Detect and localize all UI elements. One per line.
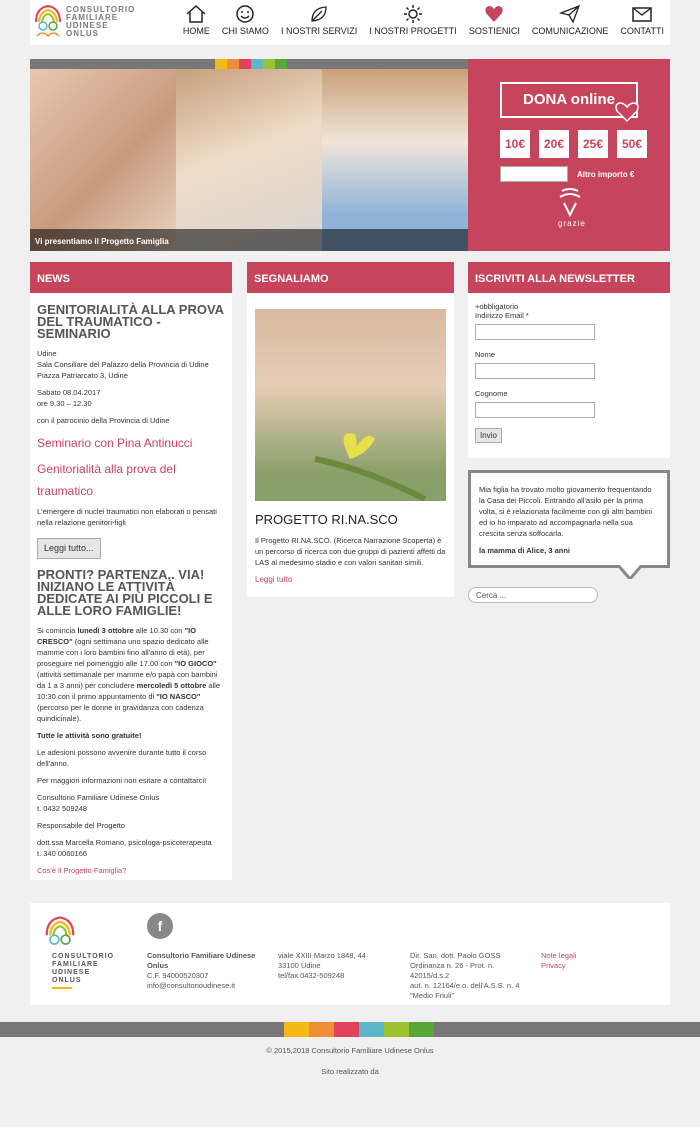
donate-amount-20[interactable]: 20€	[539, 130, 569, 158]
nav-item-progetti[interactable]	[363, 4, 463, 36]
surname-label: Cognome	[475, 389, 508, 398]
name-label: Nome	[475, 350, 496, 359]
site-header	[30, 0, 670, 45]
news-body	[30, 293, 232, 881]
text-span: (percorso per le donne in gravidanza con cadenza quindicinale).	[37, 703, 204, 723]
footer-email[interactable]: info@consultorioudinese.it	[147, 981, 236, 990]
bold-span: mercoledì 5 ottobre	[136, 681, 207, 690]
nav-label-comunicazione: COMUNICAZIONE	[531, 26, 609, 36]
nav-item-servizi[interactable]	[275, 4, 363, 36]
privacy-link[interactable]: Privacy	[541, 961, 566, 970]
news-headline-seminar[interactable]: GENITORIALITÀ ALLA PROVA DEL TRAUMATICO - SEMINARIO	[37, 302, 224, 341]
footer-director-column	[410, 951, 530, 1001]
news-subtitle-speaker: Seminario con Pina Antinucci	[37, 436, 193, 450]
text-span: alle 10.30 con	[133, 626, 185, 635]
butterfly-icon	[255, 309, 446, 501]
home-icon	[185, 4, 207, 24]
segnaliamo-header: SEGNALIAMO	[247, 262, 454, 293]
name-field[interactable]	[475, 363, 595, 379]
grazie-hands-icon	[556, 187, 584, 217]
footer-logo-underline	[52, 987, 72, 989]
bold-span: lunedì 3 ottobre	[77, 626, 134, 635]
news-address: Piazza Patriarcato 3, Udine	[37, 371, 128, 380]
news-activities-paragraph	[37, 625, 225, 724]
nav-label-servizi: I NOSTRI SERVIZI	[280, 26, 358, 36]
text-span: alle 10:30 con il primo appuntamento di	[37, 681, 221, 701]
grazie-label: grazie	[558, 219, 586, 228]
color-stripe	[30, 59, 468, 69]
leaf-icon	[308, 4, 330, 24]
donate-amount-10[interactable]: 10€	[500, 130, 530, 158]
news-subtitle-topic: Genitorialità alla prova del traumatico	[37, 462, 176, 498]
news-responsible-phone: t. 340 0060166	[37, 849, 88, 858]
bar-red	[334, 1022, 359, 1037]
nav-item-chi-siamo[interactable]	[216, 4, 275, 36]
newsletter-submit-button[interactable]: Invio	[475, 428, 502, 443]
slider-image-pregnant	[30, 69, 176, 251]
news-hall: Sala Consiliare del Palazzo della Provincia di Udine	[37, 360, 209, 369]
bold-span: "IO CRESCO"	[37, 626, 197, 646]
email-field[interactable]	[475, 324, 595, 340]
donate-box	[468, 59, 670, 251]
brand-line-3: UDINESE	[66, 21, 109, 30]
stripe-orange	[227, 59, 239, 69]
newsletter-header: ISCRIVITI ALLA NEWSLETTER	[468, 262, 670, 293]
text-span: (attività settimanale per mamme e/o papà con bambini da 1 a 3 anni) per concludere	[37, 670, 218, 690]
donate-amounts	[500, 130, 647, 158]
site-credit: Sito realizzato da	[321, 1067, 379, 1076]
bar-blue	[359, 1022, 384, 1037]
nav-label-chi-siamo: CHI SIAMO	[221, 26, 269, 36]
footer-logo-text	[52, 953, 114, 985]
paper-plane-icon	[559, 4, 581, 24]
smile-icon	[234, 4, 256, 24]
testimonial-bubble	[468, 470, 670, 568]
news-date: Sabato 08.04.2017	[37, 388, 101, 397]
brand-line-1: CONSULTORIO	[66, 5, 136, 14]
read-more-button[interactable]: Leggi tutto...	[37, 538, 101, 559]
bar-lime	[384, 1022, 409, 1037]
nav-label-contatti: CONTATTI	[620, 26, 664, 36]
bar-orange	[309, 1022, 334, 1037]
nav-item-comunicazione[interactable]	[526, 4, 615, 36]
text-span: (ogni settimana uno spazio dedicato alle mamme con i loro bambini fino all'anno di età), per proseguire nel pomeriggio alle 17.00 con	[37, 637, 209, 668]
bold-span: "IO NASCO"	[156, 692, 201, 701]
footer-brand-line-4: ONLUS	[52, 977, 82, 984]
heart-icon	[483, 4, 505, 24]
newsletter-panel	[468, 262, 670, 458]
news-responsible-name: dott.ssa Marcella Romano, psicologa-psicoterapeuta	[37, 838, 212, 847]
facebook-icon[interactable]: f	[147, 913, 173, 939]
news-year-note: Le adesioni possono avvenire durante tutto il corso dell'anno.	[37, 748, 207, 768]
news-place: Udine	[37, 349, 57, 358]
project-family-link[interactable]: Cos'è il Progetto Famiglia?	[37, 866, 127, 875]
copyright: © 2015,2018 Consultorio Familiare Udinese Onlus	[266, 1046, 434, 1055]
news-info-note: Per maggiori informazioni non esitare a contattarci!	[37, 776, 207, 785]
footer-org-column	[147, 951, 262, 991]
news-panel	[30, 262, 232, 880]
legal-notes-link[interactable]: Note legali	[541, 951, 577, 960]
nav-item-sostienici[interactable]	[463, 4, 526, 36]
newsletter-form	[468, 293, 670, 452]
news-free-note: Tutte le attività sono gratuite!	[37, 731, 142, 740]
search-input[interactable]: Cerca ...	[468, 587, 598, 603]
nav-label-progetti: I NOSTRI PROGETTI	[369, 26, 457, 36]
footer-director-4: aut. n. 12164/e.o. dell'A.S.S. n. 4	[410, 981, 520, 990]
footer-director-1: Dir. San. dott. Paolo GOSS	[410, 951, 501, 960]
butterfly-child-image[interactable]	[255, 309, 446, 501]
footer-address-column	[278, 951, 366, 981]
surname-field[interactable]	[475, 402, 595, 418]
donate-amount-50[interactable]: 50€	[617, 130, 647, 158]
bottom-color-bar	[0, 1022, 700, 1037]
stripe-green	[275, 59, 287, 69]
required-note: +obbligatorio	[475, 302, 519, 311]
slider-caption: Vi presentiamo il Progetto Famiglia	[30, 229, 468, 251]
slider-image-couple	[176, 69, 322, 251]
footer-links-column	[541, 951, 576, 971]
footer-street: viale XXIII Marzo 1848, 44	[278, 951, 366, 960]
site-footer	[30, 903, 670, 1005]
footer-director-3: 42015/d.s.2	[410, 971, 450, 980]
news-responsible-label: Responsabile del Progetto	[37, 821, 125, 830]
news-description: L'emergere di nuclei traumatici non elaborati o pensati nella relazione genitori-figli	[37, 507, 217, 527]
bar-yellow	[284, 1022, 309, 1037]
stripe-blue	[251, 59, 263, 69]
news-headline-activities[interactable]: PRONTI? PARTENZA.. VIA! INIZIANO LE ATTIVITÀ DEDICATE AI PIÙ PICCOLI E ALLE LORO FAMIGLIE!	[37, 567, 213, 618]
testimonial-text: Mia figlia ha trovato molto giovamento frequentando la Casa dei Piccoli. Entrando all'asilo per la prima volta, si è relazionata facilmente con gli altri bambini ed io ho imparato ad accompagnarla nella sua crescita senza soffocarla.	[479, 485, 653, 538]
brand-line-2: FAMILIARE	[66, 13, 119, 22]
stripe-red	[239, 59, 251, 69]
heart-outline-icon	[614, 101, 640, 123]
donate-amount-25[interactable]: 25€	[578, 130, 608, 158]
nav-item-contatti[interactable]	[614, 4, 670, 36]
speech-tail-icon	[618, 565, 642, 579]
other-amount-label: Altro importo €	[577, 170, 635, 179]
rinasco-text: Il Progetto RI.NA.SCO. (Ricerca Narrazione Scoperta) è un percorso di ricerca con due gruppi di pazienti affetti da LAS al medesimo stadio e con valori sanitari simili.	[255, 536, 446, 567]
footer-phone: tel/fax 0432-509248	[278, 971, 345, 980]
news-org: Consultorio Familiare Udinese Onlus	[37, 793, 160, 802]
email-label: Indirizzo Email *	[475, 311, 529, 320]
slider-image-family	[322, 69, 468, 251]
logo-text	[66, 6, 135, 38]
gear-icon	[402, 4, 424, 24]
logo-mark-icon	[32, 2, 64, 38]
news-time: ore 9.30 – 12.30	[37, 399, 92, 408]
donate-online-button[interactable]: DONA online	[500, 82, 638, 118]
segnaliamo-panel	[247, 262, 454, 597]
footer-logo-icon[interactable]	[40, 913, 80, 953]
footer-city: 33100 Udine	[278, 961, 321, 970]
brand-line-4: ONLUS	[66, 29, 99, 38]
nav-label-home: HOME	[182, 26, 210, 36]
footer-brand-line-2: FAMILIARE	[52, 961, 99, 968]
bold-span: "IO GIOCO"	[174, 659, 217, 668]
footer-brand-line-3: UDINESE	[52, 969, 91, 976]
footer-org-name: Consultorio Familiare Udinese Onlus	[147, 951, 256, 970]
nav-label-sostienici: SOSTIENICI	[468, 26, 520, 36]
text-span: Si comincia	[37, 626, 78, 635]
site-logo[interactable]	[32, 2, 150, 42]
news-header: NEWS	[30, 262, 232, 293]
stripe-yellow	[215, 59, 227, 69]
other-amount-select[interactable]	[500, 166, 568, 182]
nav-item-home[interactable]	[177, 4, 216, 36]
testimonial-author: la mamma di Alice, 3 anni	[479, 546, 571, 555]
rinasco-title[interactable]: PROGETTO RI.NA.SCO	[255, 512, 398, 527]
rinasco-read-link[interactable]: Leggi tutto	[255, 575, 293, 584]
main-nav	[177, 4, 670, 36]
news-phone: t. 0432 509248	[37, 804, 88, 813]
footer-director-2: Ordinanza n. 26 - Prot. n.	[410, 961, 495, 970]
footer-cf: C.F. 94000520307	[147, 971, 209, 980]
footer-director-5: "Medio Friuli"	[410, 991, 455, 1000]
stripe-lime	[263, 59, 275, 69]
footer-brand-line-1: CONSULTORIO	[52, 953, 115, 960]
hero-slider[interactable]	[30, 59, 468, 251]
mail-icon	[631, 4, 653, 24]
bar-green	[409, 1022, 434, 1037]
news-patron: con il patrocinio della Provincia di Udine	[37, 416, 170, 425]
